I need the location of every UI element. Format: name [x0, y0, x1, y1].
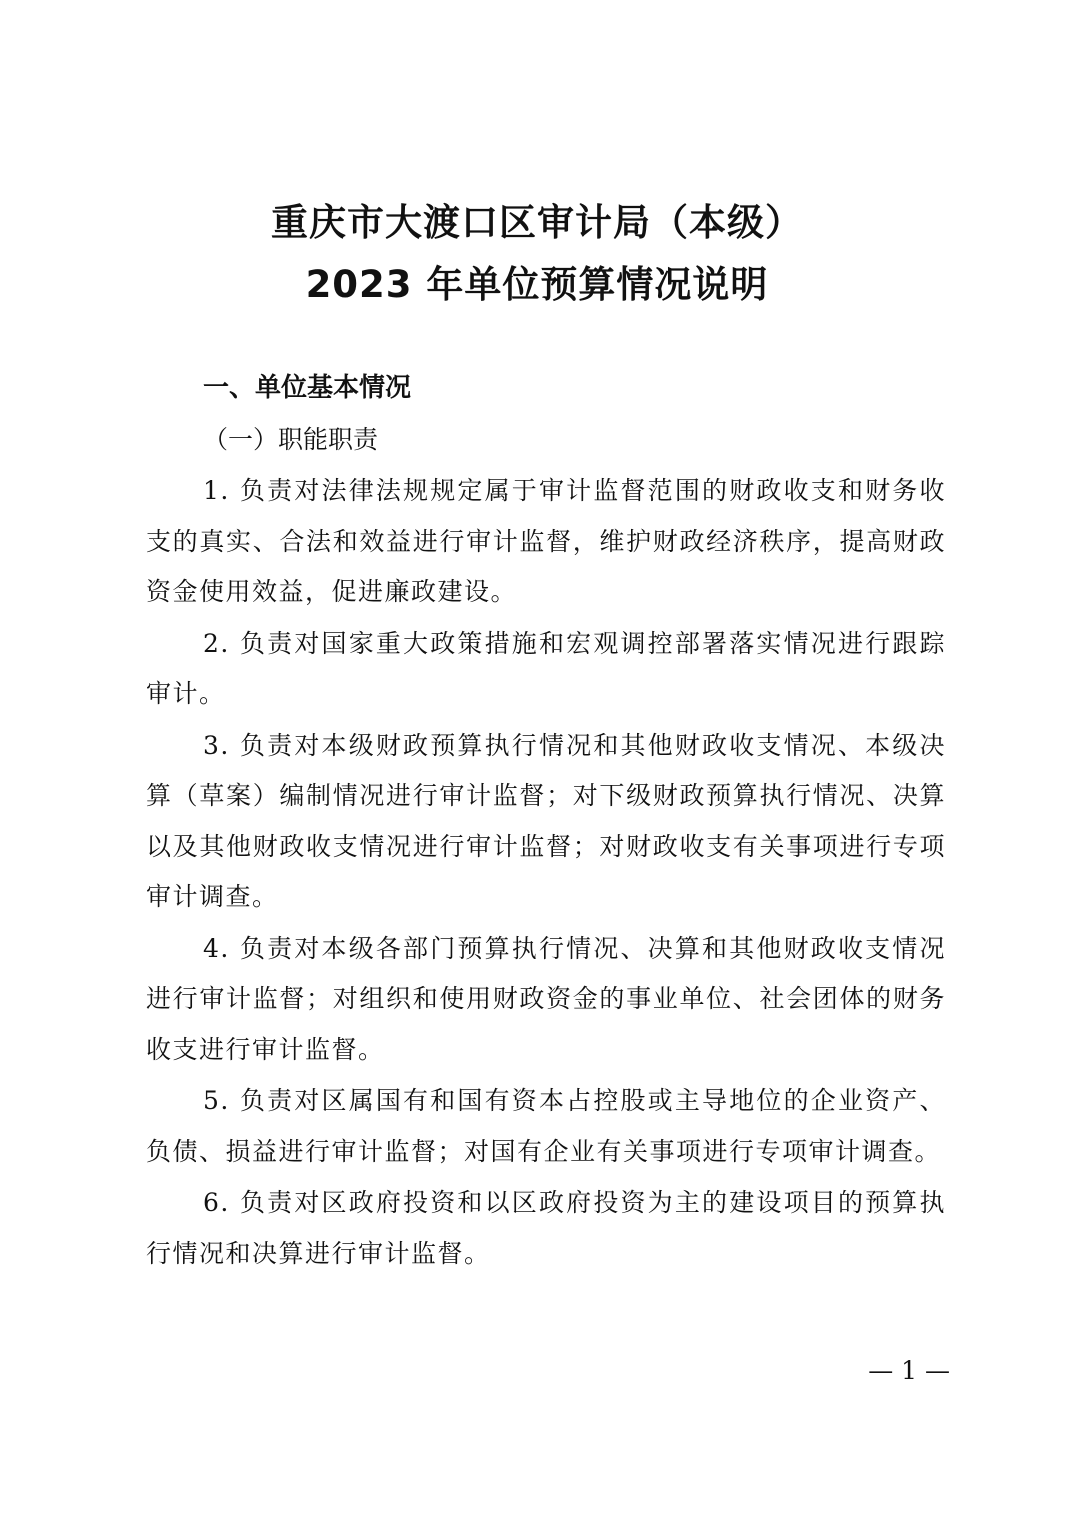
paragraph-5: 5. 负责对区属国有和国有资本占控股或主导地位的企业资产、负债、损益进行审计监督；对国有企业有关事项进行专项审计调查。 [146, 1086, 946, 1166]
document-title [0, 192, 1074, 316]
paragraph-1: 1. 负责对法律法规规定属于审计监督范围的财政收支和财务收支的真实、合法和效益进行审计监督，维护财政经济秩序，提高财政资金使用效益，促进廉政建设。 [146, 476, 946, 606]
paragraph-3: 3. 负责对本级财政预算执行情况和其他财政收支情况、本级决算（草案）编制情况进行审计监督；对下级财政预算执行情况、决算以及其他财政收支情况进行审计监督；对财政收支有关事项进行专项审计调查。 [146, 730, 946, 911]
section-heading: 一、单位基本情况 [203, 373, 412, 403]
document-body [146, 362, 946, 1280]
section-subheading: （一）职能职责 [203, 425, 379, 454]
page-number: — 1 — [868, 1356, 950, 1385]
title-line-1: 重庆市大渡口区审计局（本级） [271, 201, 803, 244]
paragraph-4: 4. 负责对本级各部门预算执行情况、决算和其他财政收支情况进行审计监督；对组织和使用财政资金的事业单位、社会团体的财务收支进行审计监督。 [146, 933, 946, 1064]
paragraph-6: 6. 负责对区政府投资和以区政府投资为主的建设项目的预算执行情况和决算进行审计监督。 [146, 1188, 946, 1268]
paragraph-2: 2. 负责对国家重大政策措施和宏观调控部署落实情况进行跟踪审计。 [146, 628, 946, 708]
title-line-2: 2023 年单位预算情况说明 [305, 263, 769, 306]
